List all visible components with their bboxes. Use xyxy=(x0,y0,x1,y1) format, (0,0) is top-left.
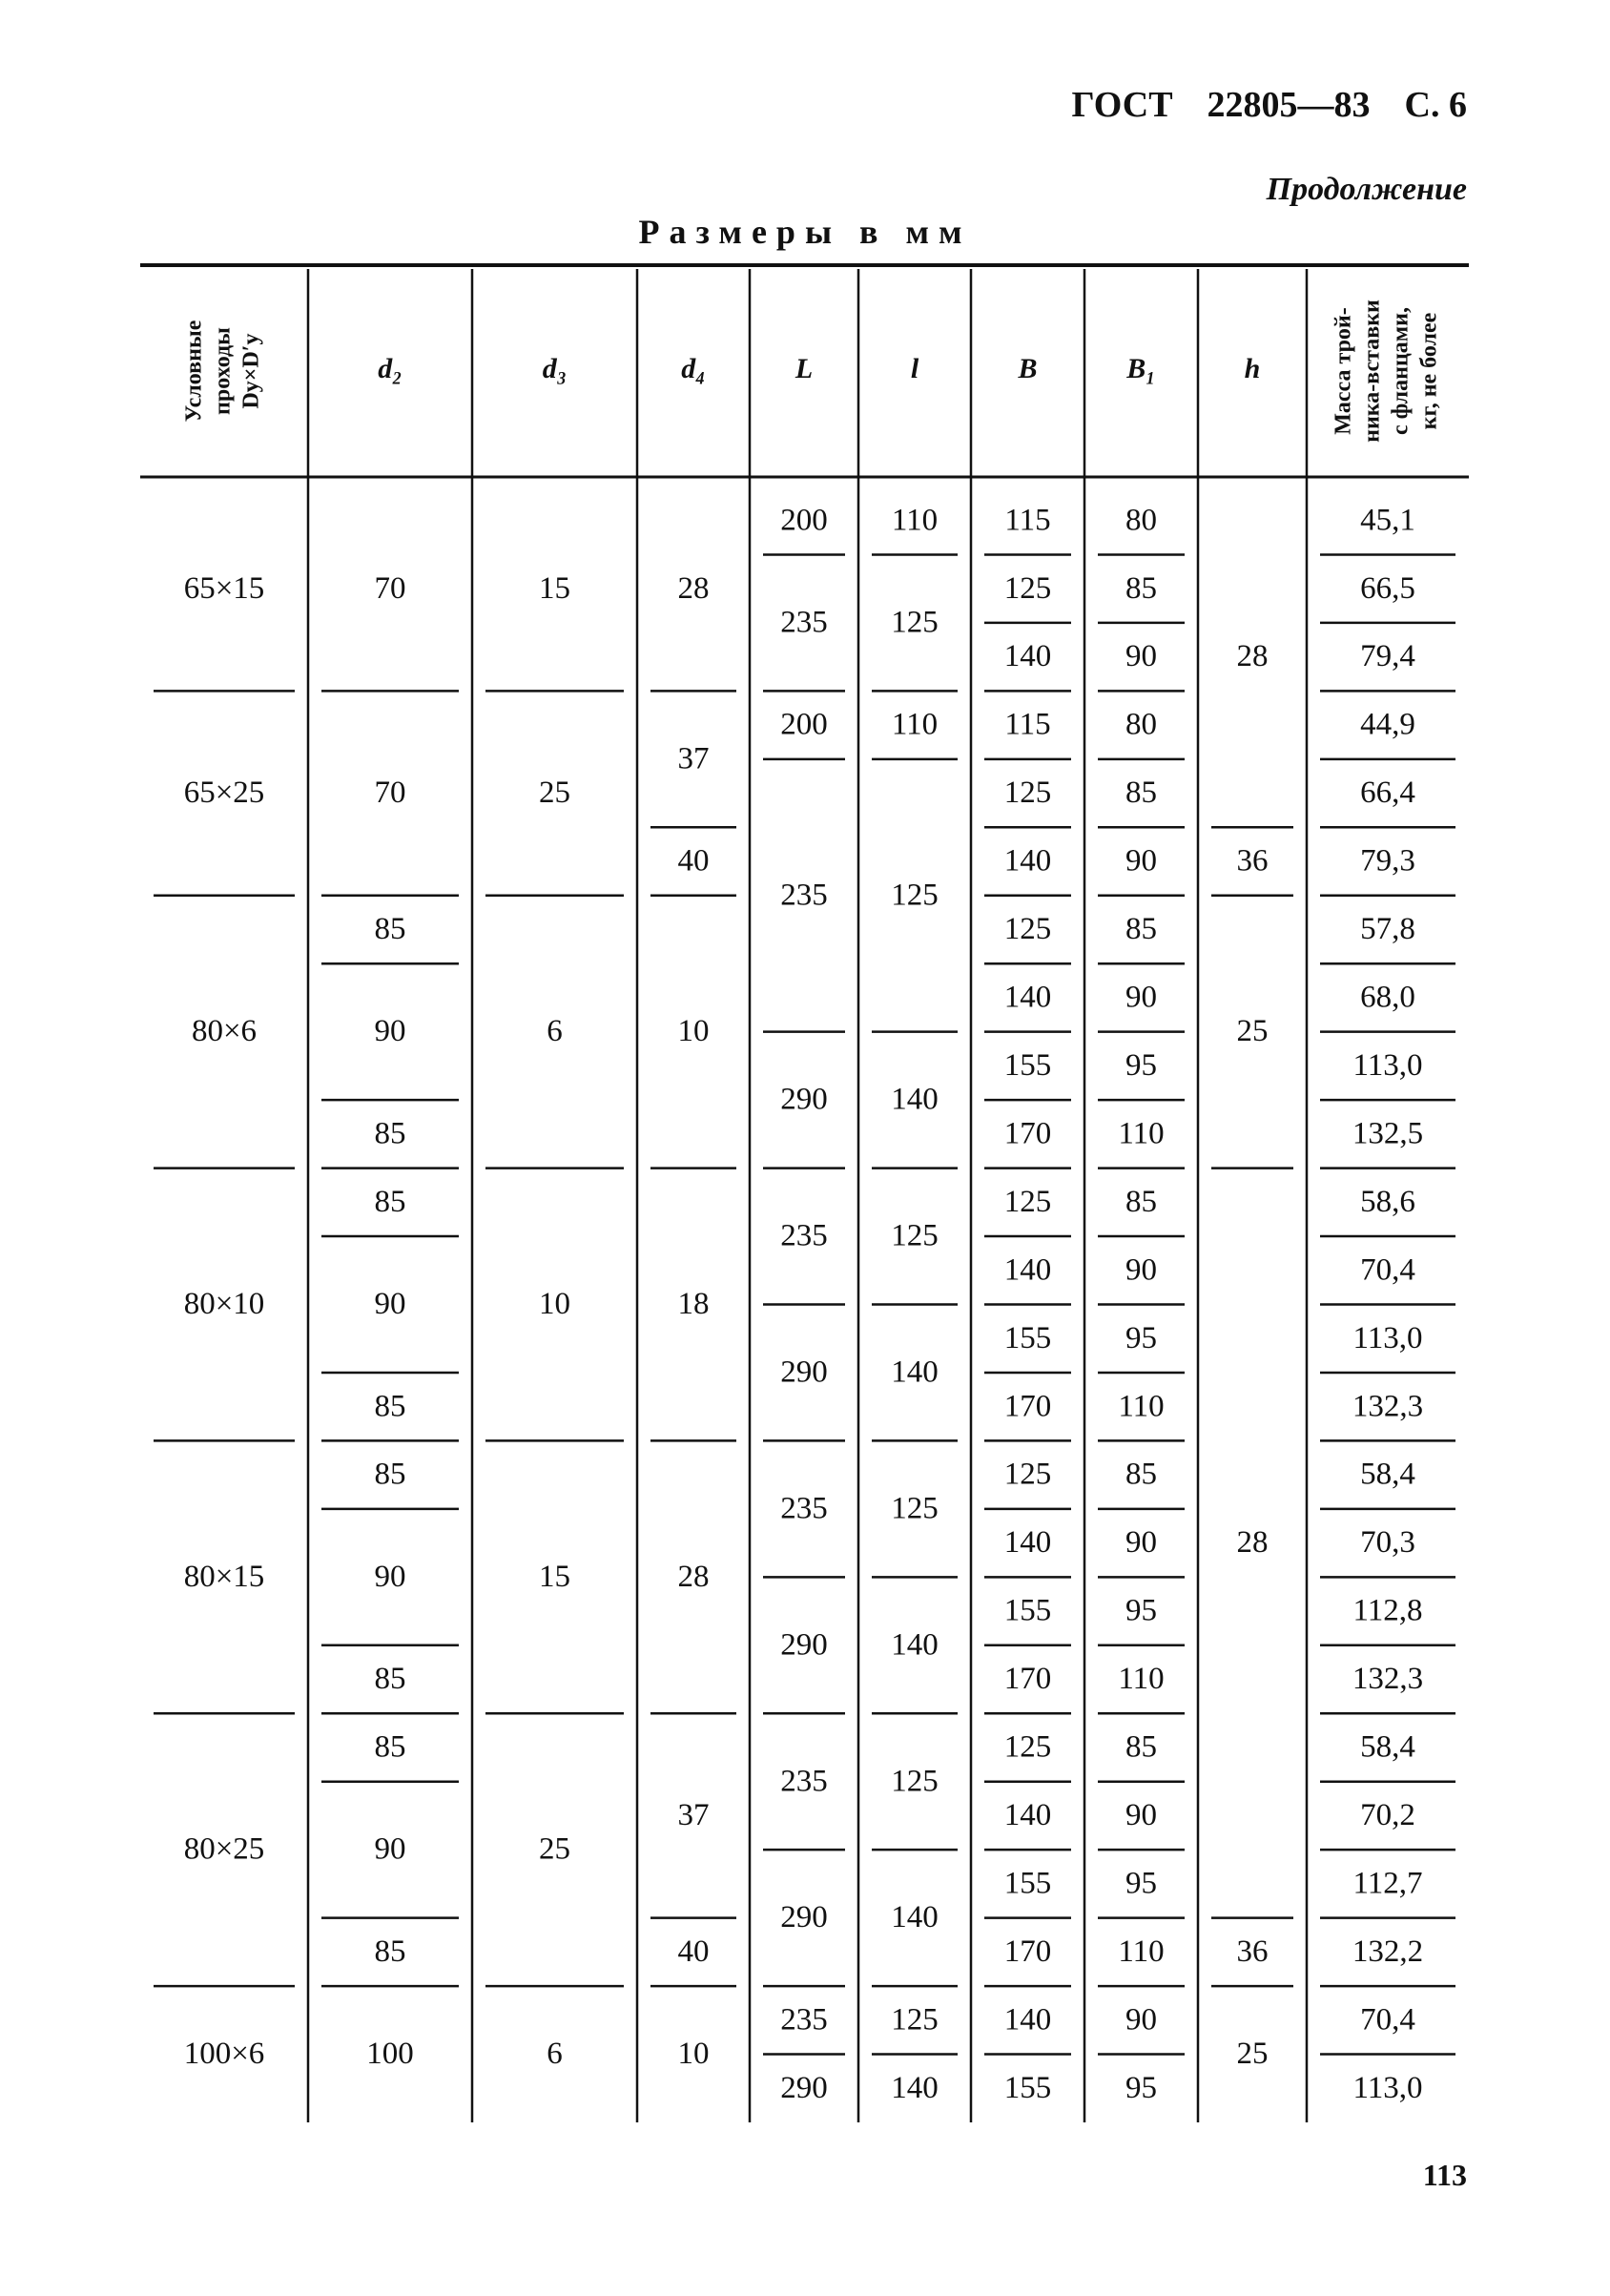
cell-d4: 40 xyxy=(677,1934,710,1969)
cell-B: 125 xyxy=(1003,1184,1052,1219)
cell-d2: 85 xyxy=(374,1389,406,1424)
cell-B1: 110 xyxy=(1118,1662,1165,1697)
cell-d2: 90 xyxy=(374,1559,406,1594)
cell-d3: 15 xyxy=(539,570,570,606)
cell-mass: 132,2 xyxy=(1352,1934,1424,1969)
cell-B1: 110 xyxy=(1118,1389,1165,1424)
cell-B1: 90 xyxy=(1125,980,1157,1015)
cell-d2: 70 xyxy=(374,570,406,606)
cell-L: 200 xyxy=(780,503,828,538)
cell-mass: 44,9 xyxy=(1360,707,1415,742)
cell-l: 110 xyxy=(891,503,939,538)
header-mass xyxy=(1331,300,1442,443)
cell-B1: 80 xyxy=(1125,503,1157,538)
standard-number: 22805—83 xyxy=(1207,85,1371,125)
cell-d2: 85 xyxy=(374,1934,406,1969)
cell-B: 125 xyxy=(1003,912,1052,947)
cell-L: 290 xyxy=(780,2070,828,2105)
cell-dn: 80×25 xyxy=(183,1831,265,1867)
cell-dn: 80×10 xyxy=(183,1287,265,1322)
continuation-label: Продолжение xyxy=(1266,172,1467,207)
cell-mass: 70,4 xyxy=(1360,1252,1415,1288)
cell-l: 125 xyxy=(891,605,939,640)
cell-l: 125 xyxy=(891,878,939,913)
cell-B: 170 xyxy=(1003,1116,1052,1151)
cell-mass: 58,4 xyxy=(1360,1729,1415,1765)
cell-d4: 28 xyxy=(677,570,710,606)
cell-B1: 95 xyxy=(1125,1320,1157,1355)
cell-h: 36 xyxy=(1236,843,1269,879)
cell-L: 290 xyxy=(780,1627,828,1663)
cell-L: 235 xyxy=(780,2002,828,2037)
header-mass-line: Масса трой- xyxy=(1331,307,1356,435)
cell-L: 235 xyxy=(780,1491,828,1526)
cell-d4: 10 xyxy=(677,2037,710,2072)
cell-B1: 85 xyxy=(1125,1184,1157,1219)
header-dn-line: Dу×D′у xyxy=(238,333,264,409)
cell-dn: 80×6 xyxy=(191,1014,258,1049)
cell-mass: 66,5 xyxy=(1360,570,1415,606)
cell-dn: 65×15 xyxy=(183,570,265,606)
cell-B: 115 xyxy=(1004,503,1051,538)
header-d4: d₄ xyxy=(681,352,706,384)
header-mass-line: кг, не более xyxy=(1416,312,1442,430)
cell-mass: 132,5 xyxy=(1352,1116,1424,1151)
page-number: 113 xyxy=(1422,2158,1467,2192)
cell-B1: 85 xyxy=(1125,1729,1157,1765)
cell-B: 170 xyxy=(1003,1934,1052,1969)
cell-B: 155 xyxy=(1003,1047,1052,1083)
cell-d2: 85 xyxy=(374,912,406,947)
cell-mass: 57,8 xyxy=(1360,912,1415,947)
cell-l: 140 xyxy=(891,1082,939,1117)
page-ref: С. 6 xyxy=(1404,85,1467,125)
cell-d2: 85 xyxy=(374,1729,406,1765)
cell-d4: 28 xyxy=(677,1559,710,1594)
header-mass-line: с фланцами, xyxy=(1388,307,1414,435)
cell-B1: 90 xyxy=(1125,639,1157,674)
cell-mass: 79,3 xyxy=(1360,843,1415,879)
cell-d2: 90 xyxy=(374,1287,406,1322)
cell-mass: 112,7 xyxy=(1352,1866,1423,1901)
cell-B1: 110 xyxy=(1118,1116,1165,1151)
cell-d2: 70 xyxy=(374,776,406,811)
cell-d4: 10 xyxy=(677,1014,710,1049)
cell-B1: 90 xyxy=(1125,843,1157,879)
cell-B: 115 xyxy=(1004,707,1051,742)
cell-l: 125 xyxy=(891,2002,939,2037)
header-d3: d₃ xyxy=(542,352,568,384)
cell-B: 125 xyxy=(1003,570,1052,606)
cell-B1: 90 xyxy=(1125,1252,1157,1288)
header-L: L xyxy=(795,352,814,384)
cell-d3: 6 xyxy=(547,2037,563,2072)
cell-l: 125 xyxy=(891,1218,939,1253)
cell-B: 125 xyxy=(1003,776,1052,811)
cell-d3: 6 xyxy=(547,1014,563,1049)
cell-mass: 70,2 xyxy=(1360,1798,1415,1833)
cell-B: 125 xyxy=(1003,1457,1052,1492)
cell-L: 290 xyxy=(780,1355,828,1390)
cell-B1: 90 xyxy=(1125,1525,1157,1561)
cell-B: 155 xyxy=(1003,1593,1052,1628)
cell-L: 235 xyxy=(780,1764,828,1799)
header-B: B xyxy=(1018,352,1038,384)
cell-mass: 70,4 xyxy=(1360,2002,1415,2037)
cell-L: 235 xyxy=(780,605,828,640)
cell-B1: 85 xyxy=(1125,912,1157,947)
cell-B: 140 xyxy=(1003,1525,1052,1561)
cell-h: 28 xyxy=(1236,639,1269,674)
header-dn xyxy=(182,320,264,422)
cell-d2: 85 xyxy=(374,1184,406,1219)
cell-h: 28 xyxy=(1236,1525,1269,1561)
cell-B1: 90 xyxy=(1125,1798,1157,1833)
cell-mass: 58,6 xyxy=(1360,1184,1415,1219)
header-dn-line: проходы xyxy=(210,327,236,415)
cell-mass: 113,0 xyxy=(1352,1320,1423,1355)
header-dn-line: Условные xyxy=(181,320,207,423)
cell-l: 140 xyxy=(891,1627,939,1663)
cell-B: 140 xyxy=(1003,843,1052,879)
cell-mass: 79,4 xyxy=(1360,639,1415,674)
cell-mass: 113,0 xyxy=(1352,2070,1423,2105)
cell-d2: 85 xyxy=(374,1662,406,1697)
cell-h: 25 xyxy=(1236,1014,1269,1049)
cell-L: 200 xyxy=(780,707,828,742)
cell-B: 170 xyxy=(1003,1662,1052,1697)
cell-l: 140 xyxy=(891,1900,939,1935)
cell-d2: 100 xyxy=(366,2037,414,2072)
cell-L: 235 xyxy=(780,878,828,913)
cell-B: 170 xyxy=(1003,1389,1052,1424)
header-h: h xyxy=(1244,352,1261,384)
cell-mass: 132,3 xyxy=(1352,1389,1424,1424)
cell-d3: 15 xyxy=(539,1559,570,1594)
cell-B1: 85 xyxy=(1125,1457,1157,1492)
cell-B: 140 xyxy=(1003,2002,1052,2037)
cell-d4: 37 xyxy=(677,741,710,776)
cell-L: 290 xyxy=(780,1082,828,1117)
cell-d2: 85 xyxy=(374,1116,406,1151)
cell-d2: 85 xyxy=(374,1457,406,1492)
cell-B: 140 xyxy=(1003,1798,1052,1833)
cell-mass: 112,8 xyxy=(1352,1593,1423,1628)
cell-h: 36 xyxy=(1236,1934,1269,1969)
cell-d4: 18 xyxy=(677,1287,710,1322)
cell-d4: 37 xyxy=(677,1798,710,1833)
cell-l: 140 xyxy=(891,2070,939,2105)
cell-B: 140 xyxy=(1003,1252,1052,1288)
cell-B1: 95 xyxy=(1125,1593,1157,1628)
cell-mass: 70,3 xyxy=(1360,1525,1415,1561)
cell-mass: 45,1 xyxy=(1360,503,1415,538)
cell-B1: 95 xyxy=(1125,1866,1157,1901)
header-B1: B₁ xyxy=(1126,352,1156,384)
cell-B: 155 xyxy=(1003,2070,1052,2105)
cell-B: 125 xyxy=(1003,1729,1052,1765)
cell-mass: 58,4 xyxy=(1360,1457,1415,1492)
header-mass-line: ника-вставки xyxy=(1359,300,1385,443)
cell-mass: 66,4 xyxy=(1360,776,1415,811)
cell-dn: 100×6 xyxy=(183,2037,265,2072)
cell-B1: 85 xyxy=(1125,776,1157,811)
cell-l: 140 xyxy=(891,1355,939,1390)
cell-mass: 113,0 xyxy=(1352,1047,1423,1083)
cell-dn: 65×25 xyxy=(183,776,265,811)
cell-d3: 25 xyxy=(539,776,570,811)
cell-l: 110 xyxy=(891,707,939,742)
cell-B1: 95 xyxy=(1125,2070,1157,2105)
cell-L: 235 xyxy=(780,1218,828,1253)
cell-l: 125 xyxy=(891,1491,939,1526)
cell-d2: 90 xyxy=(374,1831,406,1867)
header-l: l xyxy=(910,352,919,384)
cell-l: 125 xyxy=(891,1764,939,1799)
cell-d3: 10 xyxy=(539,1287,570,1322)
cell-mass: 132,3 xyxy=(1352,1662,1424,1697)
cell-h: 25 xyxy=(1236,2037,1269,2072)
cell-B1: 85 xyxy=(1125,570,1157,606)
cell-B: 140 xyxy=(1003,639,1052,674)
cell-B1: 110 xyxy=(1118,1934,1165,1969)
cell-L: 290 xyxy=(780,1900,828,1935)
cell-d3: 25 xyxy=(539,1831,570,1867)
standard-code: ГОСТ xyxy=(1071,85,1173,125)
cell-B1: 95 xyxy=(1125,1047,1157,1083)
cell-B: 140 xyxy=(1003,980,1052,1015)
cell-B1: 80 xyxy=(1125,707,1157,742)
cell-B: 155 xyxy=(1003,1866,1052,1901)
cell-B: 155 xyxy=(1003,1320,1052,1355)
cell-d2: 90 xyxy=(374,1014,406,1049)
units-caption: Размеры в мм xyxy=(638,213,972,251)
cell-B1: 90 xyxy=(1125,2002,1157,2037)
cell-dn: 80×15 xyxy=(183,1559,265,1594)
cell-mass: 68,0 xyxy=(1360,980,1415,1015)
cell-d4: 40 xyxy=(677,843,710,879)
header-d2: d₂ xyxy=(378,352,402,384)
